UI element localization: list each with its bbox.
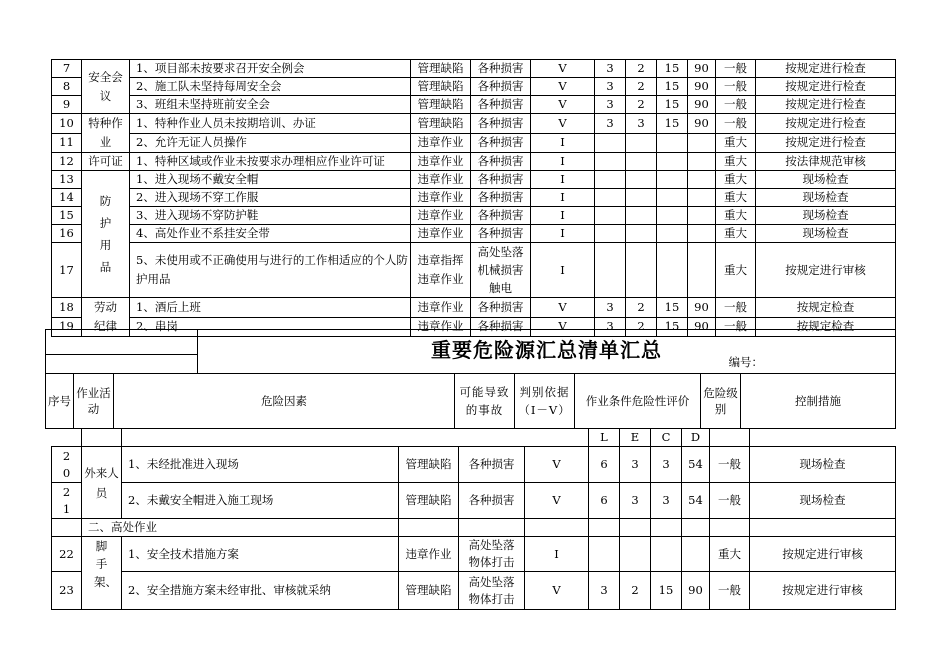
accident-cell: 各种损害 [471,298,531,318]
cause-cell: 违章作业 [411,298,471,318]
l-cell: 3 [595,78,626,96]
level-cell: 一般 [710,572,750,610]
l-cell: 3 [589,572,620,610]
l-cell [595,133,626,153]
row-number: 16 [52,225,82,243]
l-cell: 6 [589,447,620,483]
measure-cell: 按规定进行审核 [756,243,896,298]
d-cell: 90 [688,317,716,337]
blank-cell [750,519,896,537]
e-cell [626,153,657,171]
cause-cell: 违章作业 [411,207,471,225]
e-cell [620,537,651,572]
judge-cell: V [531,60,595,78]
l-cell [589,537,620,572]
row-number: 23 [52,572,82,610]
row-number: 11 [52,133,82,153]
blank-cell [682,519,710,537]
judge-cell: V [531,114,595,134]
blank-cell [459,519,525,537]
c-cell [657,171,688,189]
e-cell: 2 [626,317,657,337]
c-cell [657,189,688,207]
accident-cell: 各种损害 [471,207,531,225]
accident-cell: 高处坠落 机械损害 触电 [471,243,531,298]
measure-cell: 现场检查 [756,189,896,207]
row-number: 21 [52,483,82,519]
blank-cell [399,429,459,447]
header-e: E [620,429,651,447]
d-cell [688,207,716,225]
judge-cell: V [525,572,589,610]
e-cell: 3 [626,114,657,134]
l-cell: 3 [595,96,626,114]
level-cell: 重大 [716,133,756,153]
judge-cell: I [525,537,589,572]
header-accident: 可能导致的事故 [455,374,515,429]
judge-cell: I [531,153,595,171]
header-measure: 控制措施 [741,374,896,429]
level-cell: 一般 [716,60,756,78]
cause-cell: 违章作业 [411,225,471,243]
measure-cell: 现场检查 [756,225,896,243]
l-cell [595,207,626,225]
c-cell [657,153,688,171]
cause-cell: 管理缺陷 [411,114,471,134]
row-number: 20 [52,447,82,483]
row-number: 13 [52,171,82,189]
d-cell: 90 [688,96,716,114]
l-cell: 3 [595,317,626,337]
cause-cell: 违章作业 [411,133,471,153]
hazard-table-top [51,59,896,337]
c-cell [657,133,688,153]
judge-cell: V [525,483,589,519]
table-row [52,447,896,483]
eval-subheader-row [52,429,896,447]
blank-cell [525,429,589,447]
l-cell [595,171,626,189]
judge-cell: V [531,298,595,318]
level-cell: 一般 [716,96,756,114]
d-cell: 90 [688,298,716,318]
table-row [52,298,896,318]
cause-cell: 管理缺陷 [399,447,459,483]
l-cell [595,243,626,298]
c-cell [657,207,688,225]
measure-cell: 按规定进行审核 [750,537,896,572]
level-cell: 一般 [716,78,756,96]
d-cell [682,537,710,572]
e-cell: 2 [626,60,657,78]
l-cell [595,225,626,243]
row-number: 8 [52,78,82,96]
blank-cell [122,429,399,447]
e-cell [626,207,657,225]
e-cell [626,171,657,189]
blank-cell [651,519,682,537]
accident-cell: 高处坠落 物体打击 [459,572,525,610]
c-cell: 15 [657,298,688,318]
l-cell [595,153,626,171]
measure-cell: 现场检查 [750,483,896,519]
judge-cell: I [531,189,595,207]
table-row [52,171,896,189]
accident-cell: 各种损害 [471,96,531,114]
accident-cell: 各种损害 [471,189,531,207]
e-cell: 3 [620,483,651,519]
cause-cell: 违章作业 [411,171,471,189]
header-factor: 危险因素 [114,374,455,429]
hazard-factor: 1、特种作业人员未按期培训、办证 [130,114,411,134]
d-cell: 90 [682,572,710,610]
cause-cell: 违章作业 [411,153,471,171]
c-cell: 3 [651,447,682,483]
level-cell: 重大 [716,225,756,243]
level-cell: 一般 [716,317,756,337]
e-cell [626,243,657,298]
table-row [52,225,896,243]
c-cell [657,225,688,243]
l-cell: 3 [595,60,626,78]
row-number: 18 [52,298,82,318]
table-row [52,78,896,96]
header-activity: 作业活动 [74,374,114,429]
cause-cell: 违章作业 [411,317,471,337]
measure-cell: 现场检查 [750,447,896,483]
activity-cell: 劳动纪律 [82,298,130,337]
measure-cell: 现场检查 [756,207,896,225]
row-number: 17 [52,243,82,298]
cause-cell: 违章指挥 违章作业 [411,243,471,298]
judge-cell: I [531,225,595,243]
blank-cell [399,519,459,537]
d-cell: 90 [688,78,716,96]
row-number: 15 [52,207,82,225]
judge-cell: V [531,317,595,337]
blank-cell [710,519,750,537]
judge-cell: I [531,207,595,225]
doc-number-label: 编号： [728,355,764,369]
c-cell: 15 [651,572,682,610]
cause-cell: 管理缺陷 [399,483,459,519]
hazard-factor: 2、安全措施方案未经审批、审核就采纳 [122,572,399,610]
e-cell: 2 [626,298,657,318]
measure-cell: 按规定进行审核 [750,572,896,610]
hazard-factor: 1、未经批准进入现场 [122,447,399,483]
accident-cell: 各种损害 [471,133,531,153]
level-cell: 重大 [716,243,756,298]
measure-cell: 按规定进行检查 [756,114,896,134]
header-level: 危险级别 [701,374,741,429]
hazard-factor: 4、高处作业不系挂安全带 [130,225,411,243]
level-cell: 一般 [716,114,756,134]
measure-cell: 现场检查 [756,171,896,189]
activity-cell: 安全会议 [82,60,130,114]
hazard-factor: 3、进入现场不穿防护鞋 [130,207,411,225]
e-cell [626,225,657,243]
hazard-factor: 1、进入现场不戴安全帽 [130,171,411,189]
hazard-factor: 2、未戴安全帽进入施工现场 [122,483,399,519]
d-cell: 54 [682,483,710,519]
accident-cell: 各种损害 [471,317,531,337]
summary-header-table [45,329,896,429]
blank-cell [52,519,82,537]
hazard-factor: 2、施工队未坚持每周安全会 [130,78,411,96]
judge-cell: I [531,171,595,189]
e-cell: 2 [626,78,657,96]
d-cell: 90 [688,60,716,78]
blank-cell [620,519,651,537]
accident-cell: 各种损害 [471,60,531,78]
blank-cell [525,519,589,537]
hazard-table-bottom [51,428,896,610]
cause-cell: 违章作业 [411,189,471,207]
measure-cell: 按规定检查 [756,317,896,337]
blank-cell [46,330,198,355]
level-cell: 一般 [710,447,750,483]
activity-cell: 防护用品 [82,171,130,298]
activity-cell: 脚手架、 [82,537,122,610]
level-cell: 重大 [716,189,756,207]
row-number: 12 [52,153,82,171]
e-cell: 3 [620,447,651,483]
judge-cell: I [531,243,595,298]
row-number: 7 [52,60,82,78]
hazard-factor: 2、进入现场不穿工作服 [130,189,411,207]
level-cell: 重大 [716,171,756,189]
accident-cell: 各种损害 [471,153,531,171]
table-row [52,483,896,519]
hazard-factor: 1、安全技术措施方案 [122,537,399,572]
judge-cell: V [525,447,589,483]
hazard-factor: 3、班组未坚持班前安全会 [130,96,411,114]
hazard-factor: 1、项目部未按要求召开安全例会 [130,60,411,78]
accident-cell: 各种损害 [471,114,531,134]
d-cell [688,153,716,171]
hazard-factor: 1、酒后上班 [130,298,411,318]
row-number: 10 [52,114,82,134]
measure-cell: 按法律规范审核 [756,153,896,171]
e-cell: 2 [626,96,657,114]
c-cell [657,243,688,298]
activity-cell: 外来人员 [82,447,122,519]
cause-cell: 管理缺陷 [411,78,471,96]
e-cell [626,189,657,207]
blank-cell [82,429,122,447]
header-no: 序号 [46,374,74,429]
d-cell [688,243,716,298]
hazard-factor: 5、未使用或不正确使用与进行的工作相适应的个人防护用品 [130,243,411,298]
c-cell: 15 [657,96,688,114]
d-cell [688,171,716,189]
accident-cell: 各种损害 [459,447,525,483]
cause-cell: 管理缺陷 [411,60,471,78]
l-cell: 3 [595,114,626,134]
table-row [52,114,896,134]
table-row [52,60,896,78]
d-cell [688,189,716,207]
doc-title: 重要危险源汇总清单汇总 [431,337,663,362]
judge-cell: V [531,96,595,114]
c-cell: 15 [657,78,688,96]
table-row [52,96,896,114]
e-cell: 2 [620,572,651,610]
level-cell: 一般 [716,298,756,318]
blank-cell [750,429,896,447]
measure-cell: 按规定进行检查 [756,60,896,78]
table-row [52,189,896,207]
l-cell [595,189,626,207]
blank-cell [46,355,198,374]
accident-cell: 各种损害 [471,78,531,96]
row-number: 19 [52,317,82,337]
d-cell [688,225,716,243]
accident-cell: 高处坠落 物体打击 [459,537,525,572]
level-cell: 重大 [710,537,750,572]
activity-cell: 特种作业 [82,114,130,153]
l-cell: 3 [595,298,626,318]
judge-cell: I [531,133,595,153]
d-cell [688,133,716,153]
activity-cell: 许可证 [82,153,130,171]
cause-cell: 管理缺陷 [399,572,459,610]
d-cell: 90 [688,114,716,134]
level-cell: 重大 [716,153,756,171]
table-row [52,537,896,572]
judge-cell: V [531,78,595,96]
row-number: 22 [52,537,82,572]
c-cell: 15 [657,60,688,78]
hazard-factor: 2、允许无证人员操作 [130,133,411,153]
row-number: 9 [52,96,82,114]
c-cell: 15 [657,317,688,337]
blank-cell [710,429,750,447]
c-cell [651,537,682,572]
header-l: L [589,429,620,447]
measure-cell: 按规定进行检查 [756,78,896,96]
header-eval: 作业条件危险性评价 [575,374,701,429]
cause-cell: 违章作业 [399,537,459,572]
blank-cell [459,429,525,447]
measure-cell: 按规定进行检查 [756,96,896,114]
table-row [52,153,896,171]
blank-cell [589,519,620,537]
level-cell: 一般 [710,483,750,519]
measure-cell: 按规定进行检查 [756,133,896,153]
hazard-factor: 1、特种区域或作业未按要求办理相应作业许可证 [130,153,411,171]
e-cell [626,133,657,153]
c-cell: 3 [651,483,682,519]
table-row [52,243,896,298]
row-number: 14 [52,189,82,207]
hazard-factor: 2、串岗 [130,317,411,337]
level-cell: 重大 [716,207,756,225]
l-cell: 6 [589,483,620,519]
header-judge: 判别依据（I－V） [515,374,575,429]
section-row [52,519,896,537]
table-row [52,572,896,610]
measure-cell: 按规定检查 [756,298,896,318]
blank-cell [52,429,82,447]
cause-cell: 管理缺陷 [411,96,471,114]
table-row [52,207,896,225]
table-row [52,133,896,153]
accident-cell: 各种损害 [471,171,531,189]
c-cell: 15 [657,114,688,134]
accident-cell: 各种损害 [471,225,531,243]
accident-cell: 各种损害 [459,483,525,519]
header-d: D [682,429,710,447]
section-title: 二、高处作业 [82,519,399,537]
header-c: C [651,429,682,447]
doc-title-cell [198,330,896,374]
d-cell: 54 [682,447,710,483]
